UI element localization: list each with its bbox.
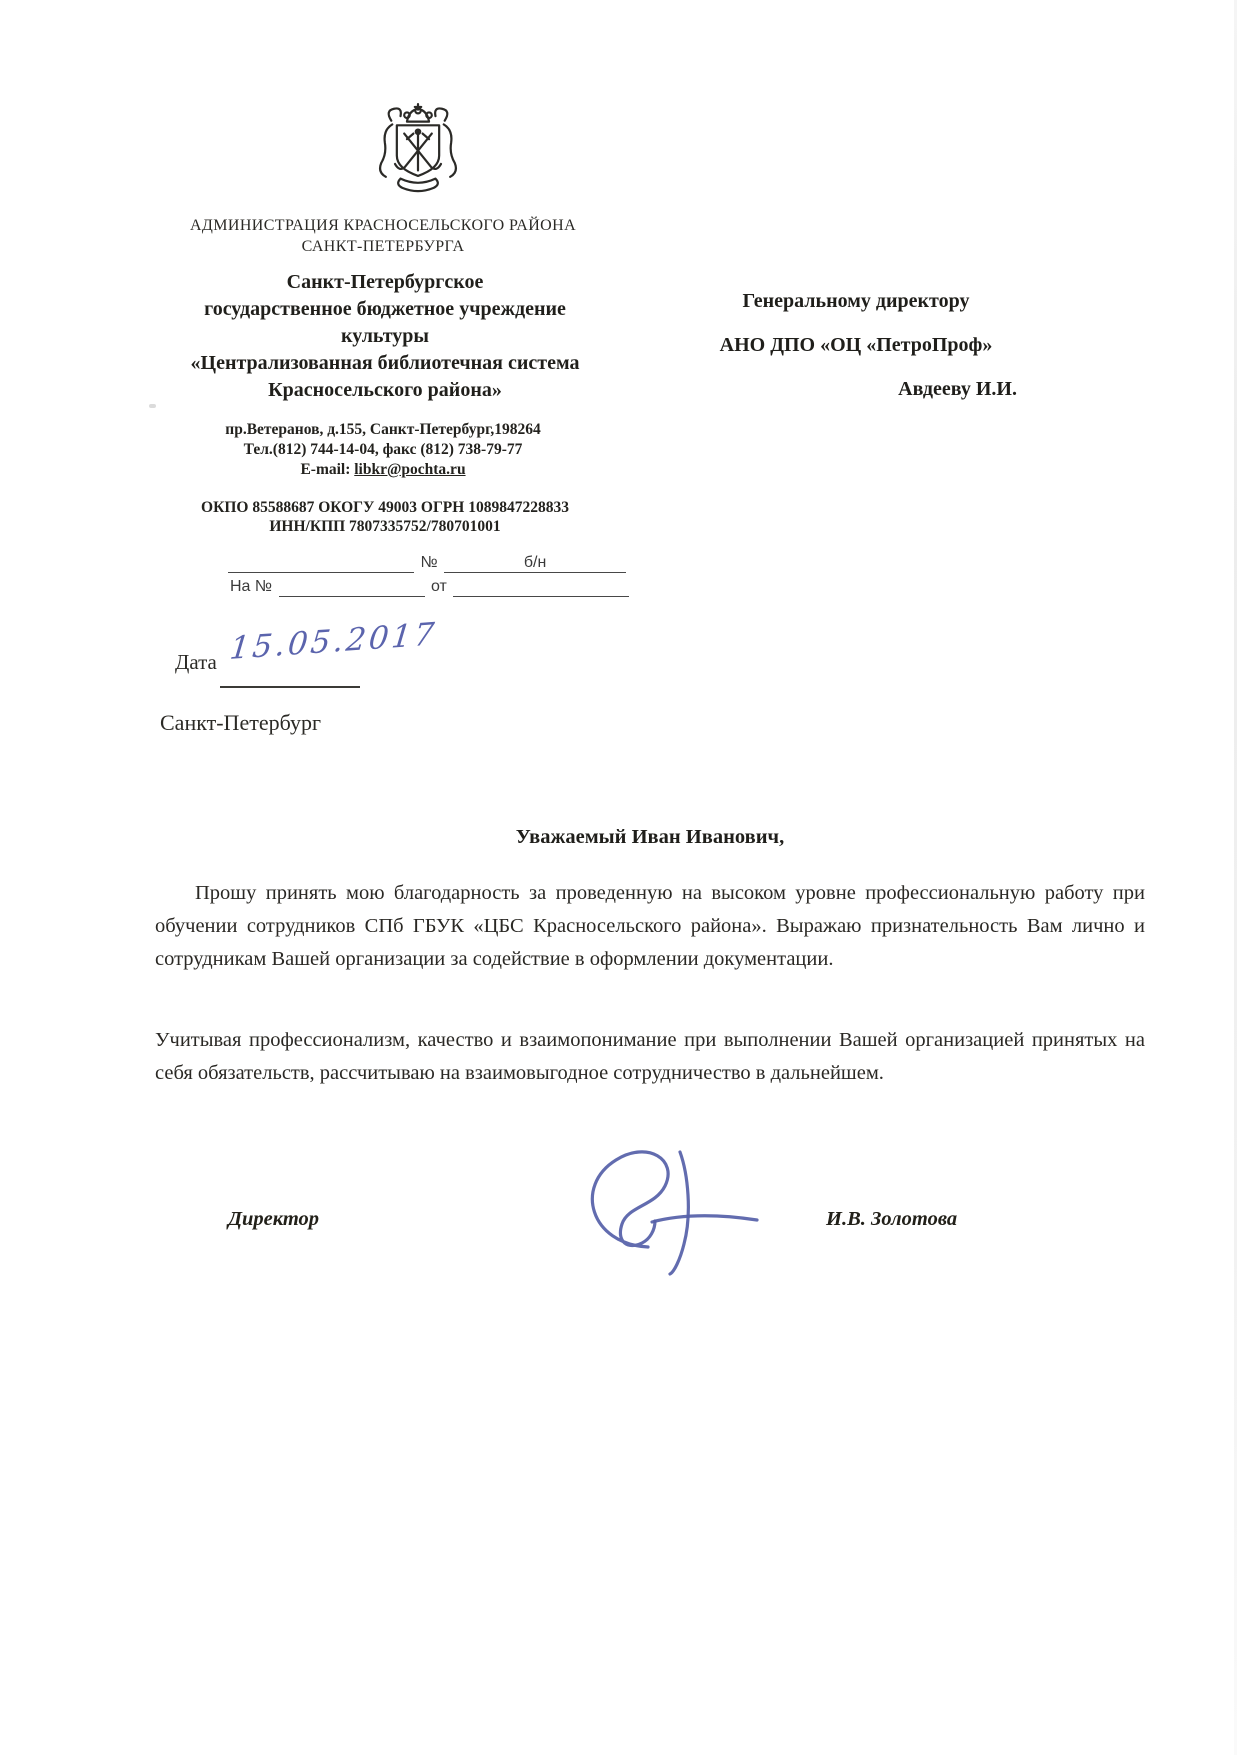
reference-lines [228,553,648,599]
recipient-organization: АНО ДПО «ОЦ «ПетроПроф» [719,334,993,356]
signer-name: И.В. Золотова [826,1208,958,1230]
reply-date-blank [453,578,629,597]
registration-codes [138,498,632,536]
handwritten-date: 15.05.2017 [228,616,439,667]
contact-address: пр.Ветеранов, д.155, Санкт-Петербург,198264 [225,421,541,438]
contact-email-line [148,460,618,480]
administration-header [148,215,618,257]
reply-number-label: На № [230,578,273,595]
city-line: Санкт-Петербург [160,710,321,735]
outgoing-date-blank [228,554,414,573]
reply-reference-row [228,577,648,599]
contact-phone: Тел.(812) 744-14-04, факс (812) 738-79-77 [243,441,523,458]
body-paragraph-2: Учитывая профессионализм, качество и взаимопонимание при выполнении Вашей организацией принятых на себя обязательств, рассчитываю на взаимовыгодное сотрудничество в дальнейшем. [155,1029,1145,1085]
outgoing-number-value: б/н [444,554,626,573]
organization-line3: культуры [340,325,430,347]
codes-line2: ИНН/КПП 7807335752/780701001 [269,518,501,535]
codes-line1: ОКПО 85588687 ОКОГУ 49003 ОГРН 1089847228833 [201,499,569,516]
handwritten-signature-icon [552,1142,782,1282]
organization-line5: Красносельского района» [268,379,502,401]
recipient-block [695,279,1017,411]
email-address: libkr@pochta.ru [354,461,466,478]
administration-line2: САНКТ-ПЕТЕРБУРГА [301,238,465,255]
scan-speck-artifact [149,404,156,408]
number-sign-label: № [420,554,438,571]
salutation: Уважаемый Иван Иванович, [515,826,785,848]
scan-edge-artifact [1234,0,1237,1755]
signer-title: Директор [228,1208,320,1230]
spb-coat-of-arms-icon [372,100,464,204]
date-label: Дата [175,650,217,674]
administration-line1: АДМИНИСТРАЦИЯ КРАСНОСЕЛЬСКОГО РАЙОНА [189,217,577,234]
reply-from-label: от [430,578,447,595]
reply-number-blank [279,578,425,597]
organization-line4: «Централизованная библиотечная система [190,352,580,374]
outgoing-number-row [228,553,648,575]
body-paragraph-1: Прошу принять мою благодарность за проведенную на высоком уровне профессиональную работу при обучении сотрудников СПб ГБУК «ЦБС Красносельского района». Выражаю признательность Вам лично и сотрудникам Вашей организации за содействие в оформлении документации. [155,882,1145,971]
organization-line2: государственное бюджетное учреждение [204,298,566,320]
recipient-name: Авдееву И.И. [898,378,1017,400]
recipient-position: Генеральному директору [742,290,970,312]
email-label: E-mail: [300,461,351,478]
contact-info [148,420,618,480]
organization-line1: Санкт-Петербургское [286,271,484,293]
organization-name [138,269,632,404]
